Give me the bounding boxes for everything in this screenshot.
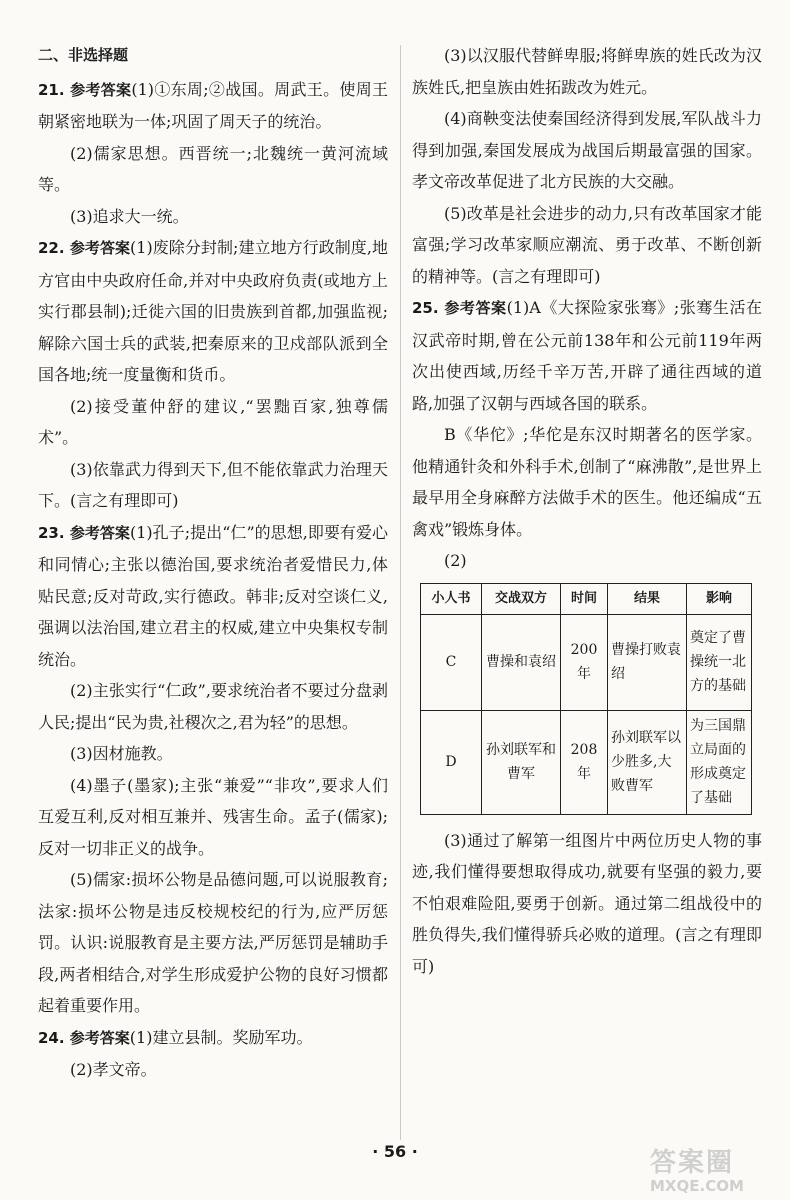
page-number: · 56 ·	[372, 1142, 418, 1161]
table-row	[421, 710, 752, 814]
q25-answer-4: (3)通过了解第一组图片中两位历史人物的事迹,我们懂得要想取得成功,就要有坚强的毅力,要不怕艰难险阻,要勇于创新。通过第二组战役中的胜负得失,我们懂得骄兵必败的道理。(言之有理即可)	[412, 830, 762, 976]
table-cell: 为三国鼎立局面的形成奠定了基础	[687, 710, 752, 814]
q23-answer-2: (2)主张实行“仁政”,要求统治者不要过分盘剥人民;提出“民为贵,社稷次之,君为轻”的思想。	[38, 681, 388, 732]
q22-answer-1: (1)废除分封制;建立地方行政制度,地方官由中央政府任命,并对中央政府负责(或地方上实行郡县制);迁徙六国的旧贵族到首都,加强监视;解除六国士兵的武装,把秦原来的卫戍部队派到全国各地;统一度量衡和货币。	[38, 238, 388, 384]
q22-answer-2: (2)接受董仲舒的建议,“罢黜百家,独尊儒术”。	[38, 396, 388, 447]
q23-answer-4: (4)墨子(墨家);主张“兼爱”“非攻”,要求人们互爱互利,反对相互兼并、残害生命。孟子(儒家);反对一切非正义的战争。	[38, 775, 388, 858]
table-header-row	[421, 583, 752, 614]
table-cell: 曹操打败袁绍	[608, 614, 687, 710]
q21-answer-3: (3)追求大一统。	[70, 206, 189, 226]
battle-table	[420, 583, 752, 815]
q23-answer-1: (1)孔子;提出“仁”的思想,即要有爱心和同情心;主张以德治国,要求统治者爱惜民力,体贴民意;反对苛政,实行德政。韩非;反对空谈仁义,强调以法治国,建立君主的权威,建立中央集权专制统治。	[38, 522, 388, 669]
q25-answer-3: (2)	[444, 551, 467, 570]
column-divider	[400, 45, 401, 1140]
question-23-label: 23. 参考答案	[38, 523, 130, 542]
table-cell: 孙刘联军和曹军	[482, 710, 561, 814]
q23-answer-5: (5)儒家:损坏公物是品德问题,可以说服教育;法家:损坏公物是违反校规校纪的行为,应严厉惩罚。认识:说服教育是主要方法,严厉惩罚是辅助手段,两者相结合,对学生形成爱护公物的良好习惯都起着重要作用。	[38, 870, 388, 1015]
table-header: 影响	[687, 583, 752, 614]
section-title: 二、非选择题	[38, 46, 129, 64]
table-cell: 孙刘联军以少胜多,大败曹军	[608, 710, 687, 814]
question-24-label: 24. 参考答案	[38, 1028, 130, 1047]
question-22-label: 22. 参考答案	[38, 239, 131, 257]
table-header: 交战双方	[482, 583, 561, 614]
q25-answer-2: B《华佗》;华佗是东汉时期著名的医学家。他精通针灸和外科手术,创制了“麻沸散”,是世界上最早用全身麻醉方法做手术的医生。他还编成“五禽戏”锻炼身体。	[412, 425, 762, 539]
question-25	[412, 292, 762, 982]
q25-answer-1: (1)A《大探险家张骞》;张骞生活在汉武帝时期,曾在公元前138年和公元前119年两次出使西域,历经千辛万苦,开辟了通往西域的道路,加强了汉朝与西域各国的联系。	[412, 298, 762, 413]
table-header: 小人书	[421, 583, 482, 614]
q24-answer-1: (1)建立县制。奖励军功。	[129, 1027, 313, 1047]
q24-answer-5: (5)改革是社会进步的动力,只有改革国家才能富强;学习改革家顺应潮流、勇于改革、不断创新的精神等。(言之有理即可)	[412, 203, 762, 286]
table-header: 时间	[561, 583, 608, 614]
question-22	[38, 232, 388, 517]
question-25-label: 25. 参考答案	[412, 299, 507, 317]
right-column	[412, 40, 762, 982]
table-cell: 200年	[561, 614, 608, 710]
question-24	[38, 1022, 388, 1086]
q22-answer-3: (3)依靠武力得到天下,但不能依靠武力治理天下。(言之有理即可)	[38, 459, 388, 510]
table-cell: D	[421, 710, 482, 814]
q21-answer-1: (1)①东周;②战国。周武王。使周王朝紧密地联为一体;巩固了周天子的统治。	[38, 79, 389, 131]
watermark-logo-text: 答案圈	[650, 1148, 735, 1178]
question-23	[38, 517, 388, 1022]
table-cell: 曹操和袁绍	[482, 614, 561, 710]
table-cell: C	[421, 614, 482, 710]
q24-answer-2: (2)孝文帝。	[70, 1060, 157, 1079]
table-row	[421, 614, 752, 710]
q24-answer-4: (4)商鞅变法使秦国经济得到发展,军队战斗力得到加强,秦国发展成为战国后期最富强的国家。孝文帝改革促进了北方民族的大交融。	[412, 109, 762, 191]
table-header: 结果	[608, 583, 687, 614]
watermark-url: MXQE.COM	[650, 1177, 744, 1195]
left-column	[38, 40, 388, 1086]
question-21	[38, 74, 388, 233]
table-cell: 奠定了曹操统一北方的基础	[687, 614, 752, 710]
q21-answer-2: (2)儒家思想。西晋统一;北魏统一黄河流域等。	[38, 143, 388, 194]
question-21-label: 21. 参考答案	[38, 80, 132, 99]
q24-answer-3: (3)以汉服代替鲜卑服;将鲜卑族的姓氏改为汉族姓氏,把皇族由姓拓跋改为姓元。	[412, 46, 762, 97]
q23-answer-3: (3)因材施教。	[70, 744, 173, 763]
watermark-logo	[650, 1148, 780, 1196]
table-cell: 208年	[561, 710, 608, 814]
